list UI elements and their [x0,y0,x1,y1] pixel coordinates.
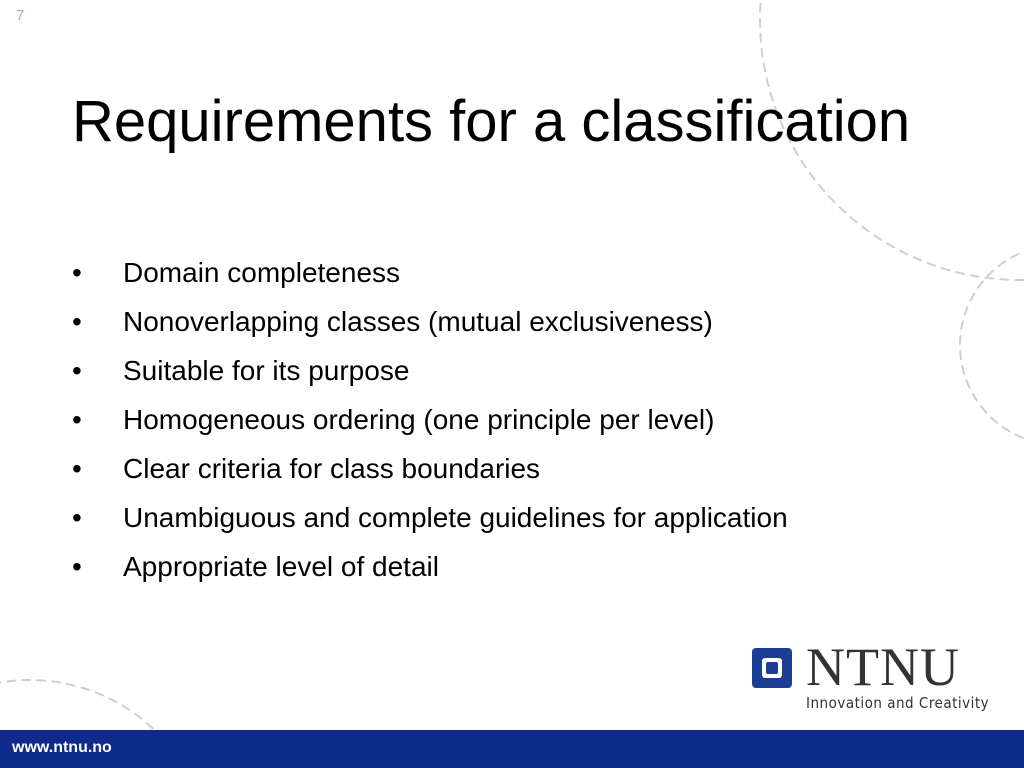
bullet-icon: • [72,502,82,533]
bullet-icon: • [72,257,82,288]
logo-tagline: Innovation and Creativity [806,694,990,712]
slide-number: 7 [16,7,25,24]
bullet-icon: • [72,453,82,484]
bullet-text: Suitable for its purpose [123,355,410,386]
bullet-item [72,401,872,438]
bullet-item [72,450,872,487]
bullet-item [72,548,872,585]
bullet-text: Appropriate level of detail [123,551,439,582]
bullet-item [72,352,872,389]
bullet-text: Nonoverlapping classes (mutual exclusiveness) [123,306,713,337]
bullet-text: Homogeneous ordering (one principle per level) [123,404,715,435]
footer-bar [0,730,1024,768]
bullet-item [72,303,872,340]
bullet-list [72,254,872,597]
bullet-item [72,499,803,536]
bullet-icon: • [72,551,82,582]
bullet-icon: • [72,404,82,435]
bullet-icon: • [72,355,82,386]
bullet-text: Unambiguous and complete guidelines for application [123,502,788,533]
bullet-text: Clear criteria for class boundaries [123,453,541,484]
ntnu-logo [752,637,1002,718]
logo-wordmark: NTNU [806,637,960,697]
slide-title: Requirements for a classification [72,89,911,154]
footer-url-link[interactable]: www.ntnu.no [12,739,112,756]
bullet-text: Domain completeness [123,257,401,288]
bullet-icon: • [72,306,82,337]
bullet-item [72,254,872,291]
ntnu-square-logo-icon [752,648,792,688]
